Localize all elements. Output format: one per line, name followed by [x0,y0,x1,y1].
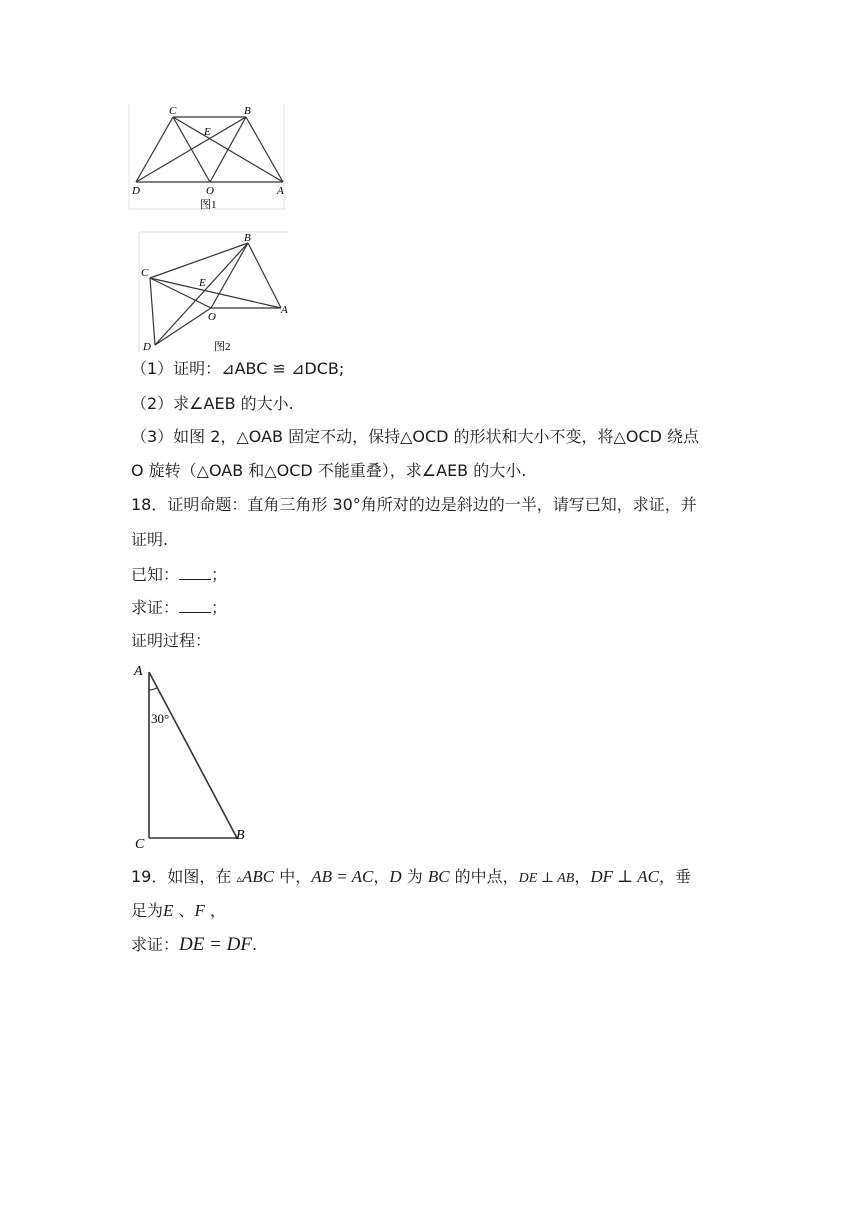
figure-1 [128,100,288,215]
q19-ab-eq-ac: AB = AC [311,867,374,886]
q19-line1 [131,867,691,889]
fig2-label-c: C [141,267,149,279]
q18-known-label: 已知： [131,565,180,584]
q18-line2: 证明. [131,530,169,549]
fig1-label-o: O [206,185,214,197]
q19-prove-label: 求证： [131,935,180,954]
q19-d: D [389,867,402,886]
q19-line2 [131,901,226,921]
q17-part1: （1）证明：⊿ABC ≌ ⊿DCB; [131,359,345,378]
q19-bc: BC [427,867,450,886]
q19-abc: ABC [242,867,275,886]
q19-triangle-symbol: ▵ [236,872,242,885]
q18-known-end: ； [211,565,228,584]
q18-prove-blank [179,598,211,613]
q18-known-blank [179,565,211,580]
figure-2 [136,230,291,355]
q18-prove-label: 求证： [131,598,180,617]
q19-p3: ， [373,867,390,886]
fig1-label-c: C [169,105,177,117]
fig2-label-d: D [143,341,151,353]
q19-line2-a: 足为 [131,901,164,920]
fig3-angle-label: 30° [151,711,170,726]
q19-p5: 的中点， [449,867,519,886]
q19-p4: 为 [401,867,428,886]
q18-process-label: 证明过程： [131,631,212,650]
q18-prove [131,598,227,618]
fig1-label-b: B [244,105,251,117]
q19-p6: ， [574,867,591,886]
q18-prove-end: ； [211,598,228,617]
fig1-label-d: D [132,185,140,197]
q19-p2: 中， [274,867,312,886]
q19-line3 [131,935,257,955]
fig2-label-b: B [244,232,251,244]
fig2-caption: 图2 [214,341,231,353]
q19-line2-b: 、 [173,901,195,920]
q17-part3-line2: O 旋转（△OAB 和△OCD 不能重叠），求∠AEB 的大小. [131,461,527,480]
fig3-label-b: B [236,828,245,843]
fig1-label-a: A [277,185,284,197]
q19-de-perp-ab: DE ⊥ AB [518,871,575,886]
fig3-label-a: A [134,664,143,679]
q19-conclusion: DE = DF [179,934,252,955]
q19-p7: ，垂 [658,867,691,886]
fig1-label-e: E [204,126,211,138]
q18-line1: 18．证明命题：直角三角形 30°角所对的边是斜边的一半，请写已知，求证，并 [131,495,697,514]
q17-part3-line1: （3）如图 2，△OAB 固定不动，保持△OCD 的形状和大小不变，将△OCD 绕点 [131,427,700,446]
fig2-label-e: E [199,277,206,289]
q19-e: E [163,901,174,920]
fig1-caption: 图1 [200,199,217,211]
fig2-label-a: A [281,304,288,316]
q19-period: . [252,935,258,954]
q19-df-perp-ac: DF ⊥ AC [590,867,659,886]
q19-f: F [194,901,205,920]
q19-line2-c: ， [204,901,226,920]
fig3-label-c: C [135,837,145,852]
figure-3 [130,660,255,855]
q18-known [131,565,227,585]
q17-part2: （2）求∠AEB 的大小. [131,394,294,413]
fig2-label-o: O [208,311,216,323]
q19-p1: 19．如图，在 [131,867,232,886]
